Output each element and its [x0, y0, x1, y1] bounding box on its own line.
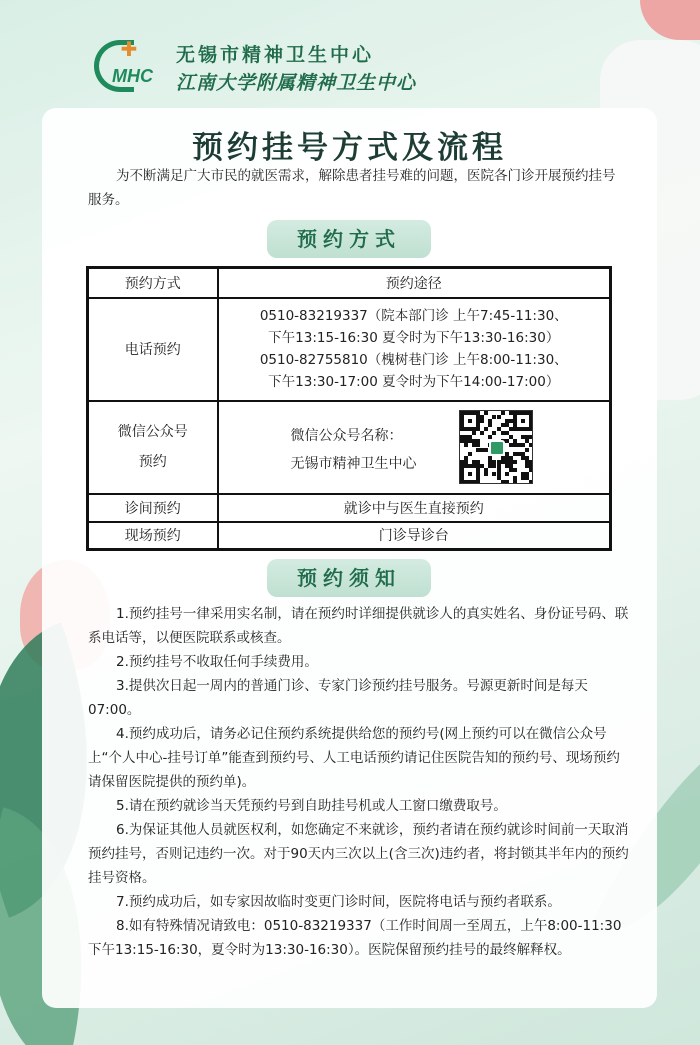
qr-module [476, 472, 480, 476]
phone-line: 下午13:15-16:30 夏令时为下午13:30-16:30） [268, 330, 560, 346]
qr-module [521, 452, 525, 456]
notice-item: 7.预约成功后，如专家因故临时变更门诊时间，医院将电话与预约者联系。 [116, 894, 561, 910]
qr-module [497, 468, 501, 472]
qr-module [488, 435, 492, 439]
qr-module [509, 435, 513, 439]
qr-module [464, 480, 468, 483]
qr-module [517, 443, 521, 447]
qr-module [480, 415, 484, 419]
qr-module [464, 456, 468, 460]
table-row-phone [88, 298, 611, 401]
qr-module [480, 464, 484, 468]
logo-cross-icon: ✚ [120, 37, 138, 61]
table-row-clinic [88, 494, 611, 522]
qr-module [525, 476, 529, 480]
qr-module [529, 419, 532, 423]
wechat-label-line: 预约 [138, 454, 167, 470]
hospital-name: 无锡市精神卫生中心 [176, 44, 375, 66]
notice-item: 3.提供次日起一周内的普通门诊、专家门诊预约挂号服务。号源更新时间是每天07:00。 [88, 678, 588, 718]
phone-line: 下午13:30-17:00 夏令时为下午14:00-17:00） [268, 374, 560, 390]
section-title-notices: 预约须知 [267, 559, 431, 597]
qr-module [505, 480, 509, 483]
qr-module [525, 460, 529, 464]
appointment-methods-table [86, 266, 612, 551]
qr-module [476, 415, 480, 419]
qr-module [476, 419, 480, 423]
hospital-affiliation: 江南大学附属精神卫生中心 [176, 72, 417, 94]
qr-module [476, 427, 480, 431]
qr-module [468, 464, 472, 468]
wechat-channel [218, 401, 611, 494]
qr-module [529, 411, 532, 415]
phone-line: 0510-82755810（槐树巷门诊 上午8:00-11:30、 [259, 352, 568, 368]
qr-module [513, 427, 517, 431]
qr-module [472, 464, 476, 468]
qr-module [488, 423, 492, 427]
qr-module [529, 415, 532, 419]
qr-module [529, 464, 532, 468]
notice-item: 8.如有特殊情况请致电：0510-83219337（工作时间周一至周五，上午8:00-11:30下午13:15-16:30，夏令时为13:30-16:30）。医院保留预约挂号的最终解释权。 [88, 918, 622, 958]
qr-module [492, 431, 496, 435]
phone-channel [218, 298, 611, 401]
notice-item: 1.预约挂号一律采用实名制，请在预约时详细提供就诊人的真实姓名、身份证号码、联系电话等，以便医院联系或核查。 [88, 606, 629, 646]
qr-module [468, 435, 472, 439]
qr-module [513, 423, 517, 427]
background-pink-shape [640, 0, 700, 40]
table-row-wechat [88, 401, 611, 494]
qr-module [529, 460, 532, 464]
qr-module [525, 411, 529, 415]
qr-module [468, 480, 472, 483]
qr-module [521, 419, 525, 423]
qr-module [464, 464, 468, 468]
qr-module [497, 464, 501, 468]
qr-module [497, 415, 501, 419]
qr-module [460, 439, 464, 443]
hospital-logo [92, 38, 170, 98]
qr-module [464, 435, 468, 439]
qr-module [525, 439, 529, 443]
qr-module [488, 419, 492, 423]
qr-module [460, 427, 464, 431]
qr-module [488, 456, 492, 460]
qr-module [497, 460, 501, 464]
qr-module [464, 460, 468, 464]
qr-module [464, 439, 468, 443]
qr-module [529, 435, 532, 439]
clinic-method-label: 诊间预约 [88, 494, 218, 522]
table-header-row [88, 268, 611, 298]
wechat-account-name: 无锡市精神卫生中心 [290, 455, 417, 472]
qr-module [460, 480, 464, 483]
qr-module [505, 431, 509, 435]
qr-module [517, 452, 521, 456]
qr-module [521, 435, 525, 439]
qr-module [476, 448, 480, 452]
qr-module [505, 423, 509, 427]
qr-module [492, 464, 496, 468]
qr-module [476, 411, 480, 415]
qr-module [529, 423, 532, 427]
qr-module [517, 427, 521, 431]
qr-module [513, 452, 517, 456]
qr-module [476, 439, 480, 443]
qr-module [509, 411, 513, 415]
qr-module [484, 427, 488, 431]
qr-module [460, 472, 464, 476]
qr-module [468, 427, 472, 431]
qr-module [460, 415, 464, 419]
notice-item: 2.预约挂号不收取任何手续费用。 [116, 654, 318, 670]
qr-module [509, 460, 513, 464]
qr-module [497, 427, 501, 431]
qr-module [501, 411, 505, 415]
qr-module [497, 472, 501, 476]
qr-module [460, 411, 464, 415]
qr-module [460, 423, 464, 427]
qr-module [509, 419, 513, 423]
logo-text: MHC [112, 66, 153, 86]
qr-module [517, 411, 521, 415]
wechat-account-info [291, 422, 417, 478]
qr-module [472, 431, 476, 435]
qr-module [513, 439, 517, 443]
qr-module [476, 476, 480, 480]
qr-module [497, 476, 501, 480]
qr-module [513, 411, 517, 415]
qr-module [464, 411, 468, 415]
qr-module [501, 480, 505, 483]
qr-module [521, 456, 525, 460]
qr-module [460, 468, 464, 472]
phone-line: 0510-83219337（院本部门诊 上午7:45-11:30、 [259, 308, 568, 324]
qr-module [484, 472, 488, 476]
wechat-account-label: 微信公众号名称： [290, 427, 403, 444]
qr-module [521, 411, 525, 415]
qr-module [468, 472, 472, 476]
qr-module [476, 464, 480, 468]
qr-module [468, 439, 472, 443]
wechat-qr-code[interactable] [459, 410, 533, 484]
qr-module [480, 431, 484, 435]
notice-item: 4.预约成功后，请务必记住预约系统提供给您的预约号(网上预约可以在微信公众号上“个人中心-挂号订单”能查到预约号、人工电话预约请记住医院告知的预约号、现场预约请保留医院提供的预约单)。 [88, 726, 620, 790]
qr-module [513, 480, 517, 483]
qr-module [509, 456, 513, 460]
qr-module [476, 443, 480, 447]
qr-module [476, 480, 480, 483]
qr-module [509, 464, 513, 468]
phone-method-label: 电话预约 [88, 298, 218, 401]
qr-module [521, 427, 525, 431]
qr-module [488, 460, 492, 464]
qr-module [509, 427, 513, 431]
qr-module [464, 427, 468, 431]
qr-module [529, 480, 532, 483]
qr-module [525, 464, 529, 468]
wechat-label-line: 微信公众号 [117, 424, 188, 440]
section-title-methods: 预约方式 [267, 220, 431, 258]
page-title: 预约挂号方式及流程 [192, 130, 507, 166]
qr-module [492, 415, 496, 419]
qr-module [525, 448, 529, 452]
qr-module [476, 423, 480, 427]
qr-module [492, 460, 496, 464]
qr-module [505, 452, 509, 456]
qr-module [484, 448, 488, 452]
clinic-channel: 就诊中与医生直接预约 [218, 494, 611, 522]
qr-module [472, 460, 476, 464]
qr-module [472, 480, 476, 483]
qr-module [468, 452, 472, 456]
qr-module [501, 460, 505, 464]
table-header-method: 预约方式 [88, 268, 218, 298]
qr-module [480, 419, 484, 423]
qr-module [513, 415, 517, 419]
qr-module [521, 472, 525, 476]
qr-module [521, 476, 525, 480]
qr-module [460, 460, 464, 464]
qr-module [484, 411, 488, 415]
qr-module [525, 427, 529, 431]
qr-module [460, 435, 464, 439]
qr-module [501, 431, 505, 435]
qr-module [460, 464, 464, 468]
intro-text: 为不断满足广大市民的就医需求，解除患者挂号难的问题，医院各门诊开展预约挂号服务。 [88, 168, 616, 208]
qr-module [525, 435, 529, 439]
qr-module [513, 468, 517, 472]
qr-module [529, 443, 532, 447]
qr-module [501, 423, 505, 427]
notices-list [88, 602, 630, 962]
qr-module [472, 427, 476, 431]
qr-module [460, 419, 464, 423]
qr-module [488, 464, 492, 468]
onsite-method-label: 现场预约 [88, 522, 218, 550]
qr-module [513, 419, 517, 423]
qr-module [480, 448, 484, 452]
qr-module [505, 419, 509, 423]
wechat-method-label [88, 401, 218, 494]
qr-module [529, 468, 532, 472]
qr-module [509, 468, 513, 472]
content-card [42, 108, 657, 1008]
notice-item: 6.为保证其他人员就医权利，如您确定不来就诊，预约者请在预约就诊时间前一天取消预约挂号，否则记违约一次。对于90天内三次以上(含三次)违约者，将封锁其半年内的预约挂号资格。 [88, 822, 629, 886]
qr-module [505, 460, 509, 464]
qr-module [505, 472, 509, 476]
qr-module [468, 419, 472, 423]
qr-logo-icon [489, 440, 505, 456]
qr-module [501, 456, 505, 460]
qr-module [472, 411, 476, 415]
onsite-channel: 门诊导诊台 [218, 522, 611, 550]
qr-module [472, 439, 476, 443]
qr-module [505, 464, 509, 468]
qr-module [513, 460, 517, 464]
table-row-onsite [88, 522, 611, 550]
table-header-channel: 预约途径 [218, 268, 611, 298]
qr-module [476, 460, 480, 464]
qr-module [513, 476, 517, 480]
qr-module [468, 411, 472, 415]
qr-module [505, 456, 509, 460]
qr-module [525, 456, 529, 460]
qr-module [509, 443, 513, 447]
qr-module [472, 443, 476, 447]
qr-module [484, 468, 488, 472]
qr-module [492, 472, 496, 476]
qr-module [529, 427, 532, 431]
qr-module [464, 443, 468, 447]
notice-item: 5.请在预约就诊当天凭预约号到自助挂号机或人工窗口缴费取号。 [116, 798, 507, 814]
qr-module [505, 439, 509, 443]
qr-module [460, 476, 464, 480]
qr-module [476, 468, 480, 472]
qr-module [521, 443, 525, 447]
qr-module [525, 472, 529, 476]
qr-module [513, 443, 517, 447]
hospital-header [92, 37, 417, 98]
